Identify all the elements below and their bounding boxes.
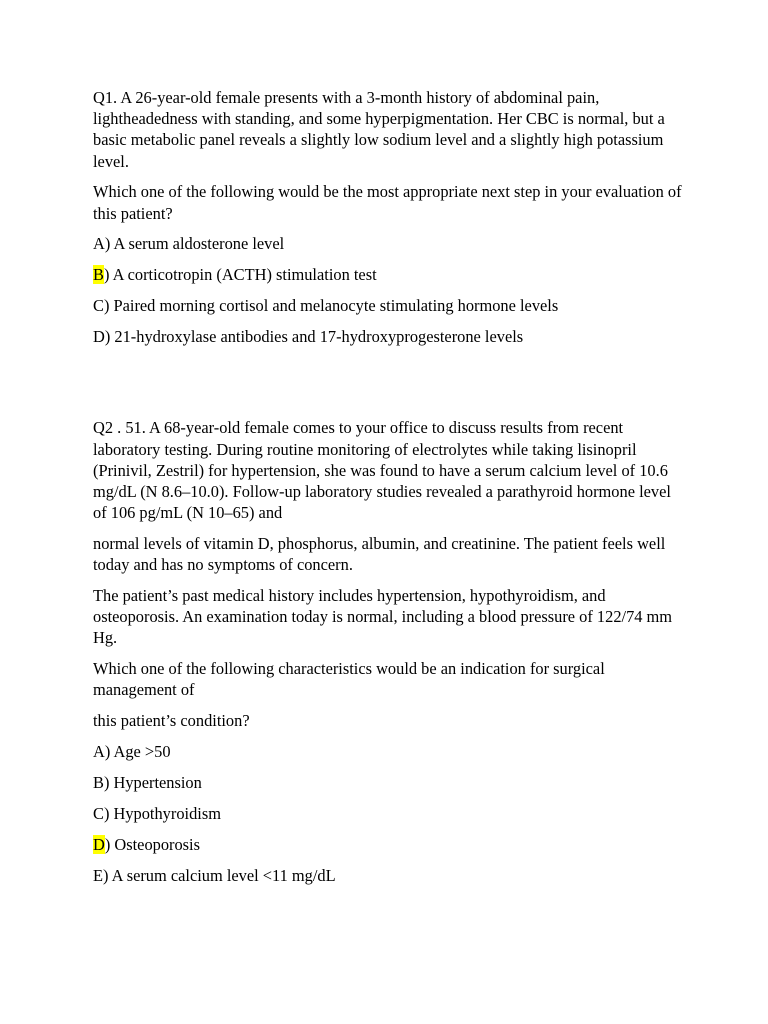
q1-option-a-letter: A xyxy=(93,234,105,254)
document-content xyxy=(93,87,683,896)
q2-option-c xyxy=(93,803,683,824)
q2-option-e xyxy=(93,865,683,886)
q2-option-c-letter: C xyxy=(93,804,104,824)
q1-option-c-text: ) Paired morning cortisol and melanocyte stimulating hormone levels xyxy=(103,296,559,316)
q2-question-1: Which one of the following characteristics would be an indication for surgical management of xyxy=(93,659,605,700)
q1-option-a-text: ) A serum aldosterone level xyxy=(104,234,285,254)
q2-option-a-letter: A xyxy=(93,742,105,762)
q1-option-b-letter-highlighted: B xyxy=(93,265,104,285)
q1-question: Which one of the following would be the most appropriate next step in your evaluation of this patient? xyxy=(93,182,682,223)
q2-question-2: this patient’s condition? xyxy=(93,711,250,731)
q2-option-d xyxy=(93,834,683,855)
q2-option-e-letter: E xyxy=(93,866,104,886)
q1-option-d xyxy=(93,326,683,347)
q2-option-d-letter-highlighted: D xyxy=(93,835,105,855)
q1-option-b xyxy=(93,264,683,285)
q2-option-b-text: ) Hypertension xyxy=(103,773,202,793)
q2-option-a-text: ) Age >50 xyxy=(104,742,171,762)
q1-option-b-text: ) A corticotropin (ACTH) stimulation test xyxy=(103,265,377,285)
question-gap xyxy=(93,357,683,417)
q2-option-a xyxy=(93,741,683,762)
q2-option-e-text: ) A serum calcium level <11 mg/dL xyxy=(103,866,336,886)
q2-option-c-text: ) Hypothyroidism xyxy=(103,804,221,824)
q2-stem-2: normal levels of vitamin D, phosphorus, albumin, and creatinine. The patient feels well today and has no symptoms of concern. xyxy=(93,534,666,575)
q1-option-c-letter: C xyxy=(93,296,104,316)
q1-option-d-letter: D xyxy=(93,327,105,347)
q2-stem-1: Q2 . 51. A 68-year-old female comes to your office to discuss results from recent laboratory testing. During routine monitoring of electrolytes while taking lisinopril (Prinivil, Zestril) for hypertension, she was found to have a serum calcium level of 10.6 mg/dL (N 8.6–10.0). Follow-up laboratory studies revealed a parathyroid hormone level of 106 pg/mL (N 10–65) and xyxy=(93,418,671,523)
q1-option-a xyxy=(93,233,683,254)
q2-option-d-text: ) Osteoporosis xyxy=(104,835,200,855)
q2-option-b xyxy=(93,772,683,793)
q2-option-b-letter: B xyxy=(93,773,104,793)
q1-option-c xyxy=(93,295,683,316)
q2-history: The patient’s past medical history includes hypertension, hypothyroidism, and osteoporosis. An examination today is normal, including a blood pressure of 122/74 mm Hg. xyxy=(93,586,673,648)
q1-stem: Q1. A 26-year-old female presents with a 3-month history of abdominal pain, lightheadedness with standing, and some hyperpigmentation. Her CBC is normal, but a basic metabolic panel reveals a slightly low sodium level and a slightly high potassium level. xyxy=(93,88,665,171)
q1-option-d-text: ) 21-hydroxylase antibodies and 17-hydroxyprogesterone levels xyxy=(104,327,524,347)
